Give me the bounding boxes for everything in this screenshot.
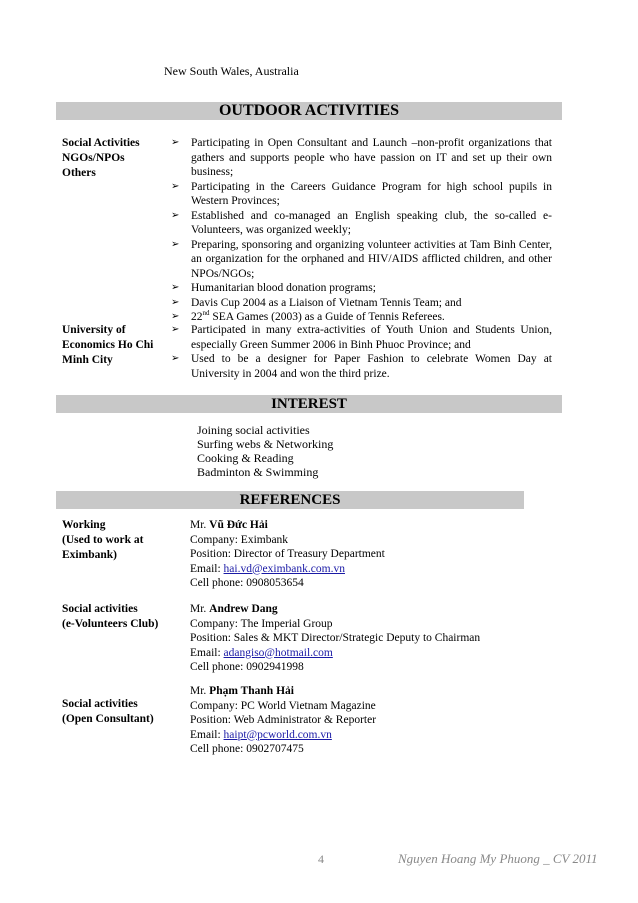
bullet-list (171, 323, 552, 381)
reference-name: Vũ Đức Hải (209, 519, 268, 531)
row-label-line: Social Activities (62, 137, 140, 149)
email-link[interactable]: hai.vd@eximbank.com.vn (223, 562, 345, 575)
reference-position: Position: Director of Treasury Department (190, 548, 385, 560)
reference-phone: Cell phone: 0908053654 (190, 577, 304, 589)
reference-phone: Cell phone: 0902941998 (190, 661, 304, 673)
reference-name: Andrew Dang (209, 603, 278, 615)
bullet-list (171, 136, 552, 325)
section-title-outdoor: OUTDOOR ACTIVITIES (218, 102, 400, 119)
reference-position: Position: Web Administrator & Reporter (190, 714, 377, 726)
row-label-line: Economics Ho Chi (62, 339, 154, 351)
list-item-text: Used to be a designer for Paper Fashion to celebrate Women Day at University in 2004 and won the third prize. (191, 353, 552, 380)
name-prefix: Mr. (190, 519, 210, 531)
arrowhead-bullet-icon: ➢ (171, 137, 180, 148)
reference-label (62, 518, 182, 563)
reference-label-line: (Used to work at (62, 534, 144, 546)
reference-company: Company: The Imperial Group (190, 617, 333, 630)
name-prefix: Mr. (190, 603, 210, 615)
list-item: Joining social activities (197, 423, 310, 437)
list-item-text: Davis Cup 2004 as a Liaison of Vietnam Tennis Team; and (191, 296, 462, 309)
reference-label-line: (e-Volunteers Club) (62, 618, 159, 630)
list-item-text: Preparing, sponsoring and organizing volunteer activities at Tam Binh Center, an organization for the orphaned and HIV/AIDS afflicted children, and other NPOs/NGOs; (191, 238, 552, 280)
list-item (171, 281, 552, 296)
row-label-line: Minh City (62, 354, 113, 366)
row-label-line: NGOs/NPOs (62, 152, 125, 164)
section-header-outdoor (56, 102, 562, 120)
list-item (171, 209, 552, 238)
arrowhead-bullet-icon: ➢ (171, 180, 180, 192)
reference-name: Phạm Thanh Hải (209, 685, 294, 697)
list-item-text: Humanitarian blood donation programs; (191, 282, 376, 294)
reference-label (62, 602, 182, 632)
list-item-text: SEA Games (2003) as a Guide of Tennis Referees. (209, 311, 445, 323)
email-label: Email: (190, 728, 224, 741)
email-link[interactable]: adangiso@hotmail.com (223, 646, 333, 659)
list-item (171, 180, 552, 209)
list-item-text: Established and co-managed an English speaking club, the so-called e-Volunteers, was organized weekly; (191, 209, 552, 236)
page-number: 4 (318, 852, 324, 866)
name-prefix: Mr. (190, 685, 210, 697)
reference-details (190, 518, 562, 591)
reference-label (62, 697, 182, 727)
arrowhead-bullet-icon: ➢ (171, 282, 180, 293)
email-label: Email: (190, 646, 224, 659)
list-item (171, 296, 552, 311)
footer-author: Nguyen Hoang My Phuong _ CV 2011 (398, 851, 598, 866)
row-label (62, 323, 172, 368)
reference-email-line (190, 728, 562, 743)
section-title-references: REFERENCES (239, 492, 341, 508)
section-header-interest (56, 395, 562, 413)
section-header-references (56, 491, 524, 509)
arrowhead-bullet-icon: ➢ (171, 209, 180, 221)
row-label-line: Others (62, 167, 96, 179)
sea-games-number: 22 (191, 311, 203, 323)
arrowhead-bullet-icon: ➢ (171, 353, 180, 364)
reference-email-line (190, 646, 562, 661)
reference-name-line (190, 684, 562, 699)
reference-email-line (190, 562, 562, 577)
list-item (171, 352, 552, 381)
reference-company: Company: PC World Vietnam Magazine (190, 699, 376, 712)
list-item-text: Participated in many extra-activities of Youth Union and Students Union, especially Green Summer 2006 in Binh Phuoc Province; and (191, 324, 552, 351)
arrowhead-bullet-icon: ➢ (171, 296, 180, 308)
list-item (171, 136, 552, 180)
email-label: Email: (190, 562, 224, 575)
reference-details (190, 684, 562, 757)
reference-name-line (190, 602, 562, 617)
list-item (171, 238, 552, 282)
location-text: New South Wales, Australia (164, 64, 299, 78)
reference-label-line: Social activities (62, 603, 138, 615)
row-label (62, 136, 172, 181)
ordinal-suffix: nd (202, 309, 210, 318)
reference-position: Position: Sales & MKT Director/Strategic Deputy to Chairman (190, 632, 481, 644)
reference-details (190, 602, 562, 675)
interest-list (197, 423, 333, 479)
list-item-text: Participating in the Careers Guidance Program for high school pupils in Western Provinces; (191, 180, 552, 207)
section-title-interest: INTEREST (271, 396, 347, 412)
row-label-line: University of (62, 324, 126, 336)
arrowhead-bullet-icon: ➢ (171, 311, 180, 322)
reference-label-line: Working (62, 519, 106, 531)
list-item: Cooking & Reading (197, 451, 294, 465)
reference-name-line (190, 518, 562, 533)
list-item-text: Participating in Open Consultant and Launch –non-profit organizations that gathers and supports people who have passion on IT and set up their own business; (191, 137, 552, 178)
reference-company: Company: Eximbank (190, 533, 289, 546)
reference-label-line: Eximbank) (62, 549, 117, 561)
arrowhead-bullet-icon: ➢ (171, 238, 180, 250)
reference-label-line: (Open Consultant) (62, 713, 154, 725)
reference-phone: Cell phone: 0902707475 (190, 743, 304, 755)
list-item: Badminton & Swimming (197, 465, 319, 479)
list-item: Surfing webs & Networking (197, 437, 334, 451)
arrowhead-bullet-icon: ➢ (171, 324, 180, 335)
reference-label-line: Social activities (62, 698, 138, 710)
email-link[interactable]: haipt@pcworld.com.vn (223, 728, 332, 741)
list-item (171, 323, 552, 352)
